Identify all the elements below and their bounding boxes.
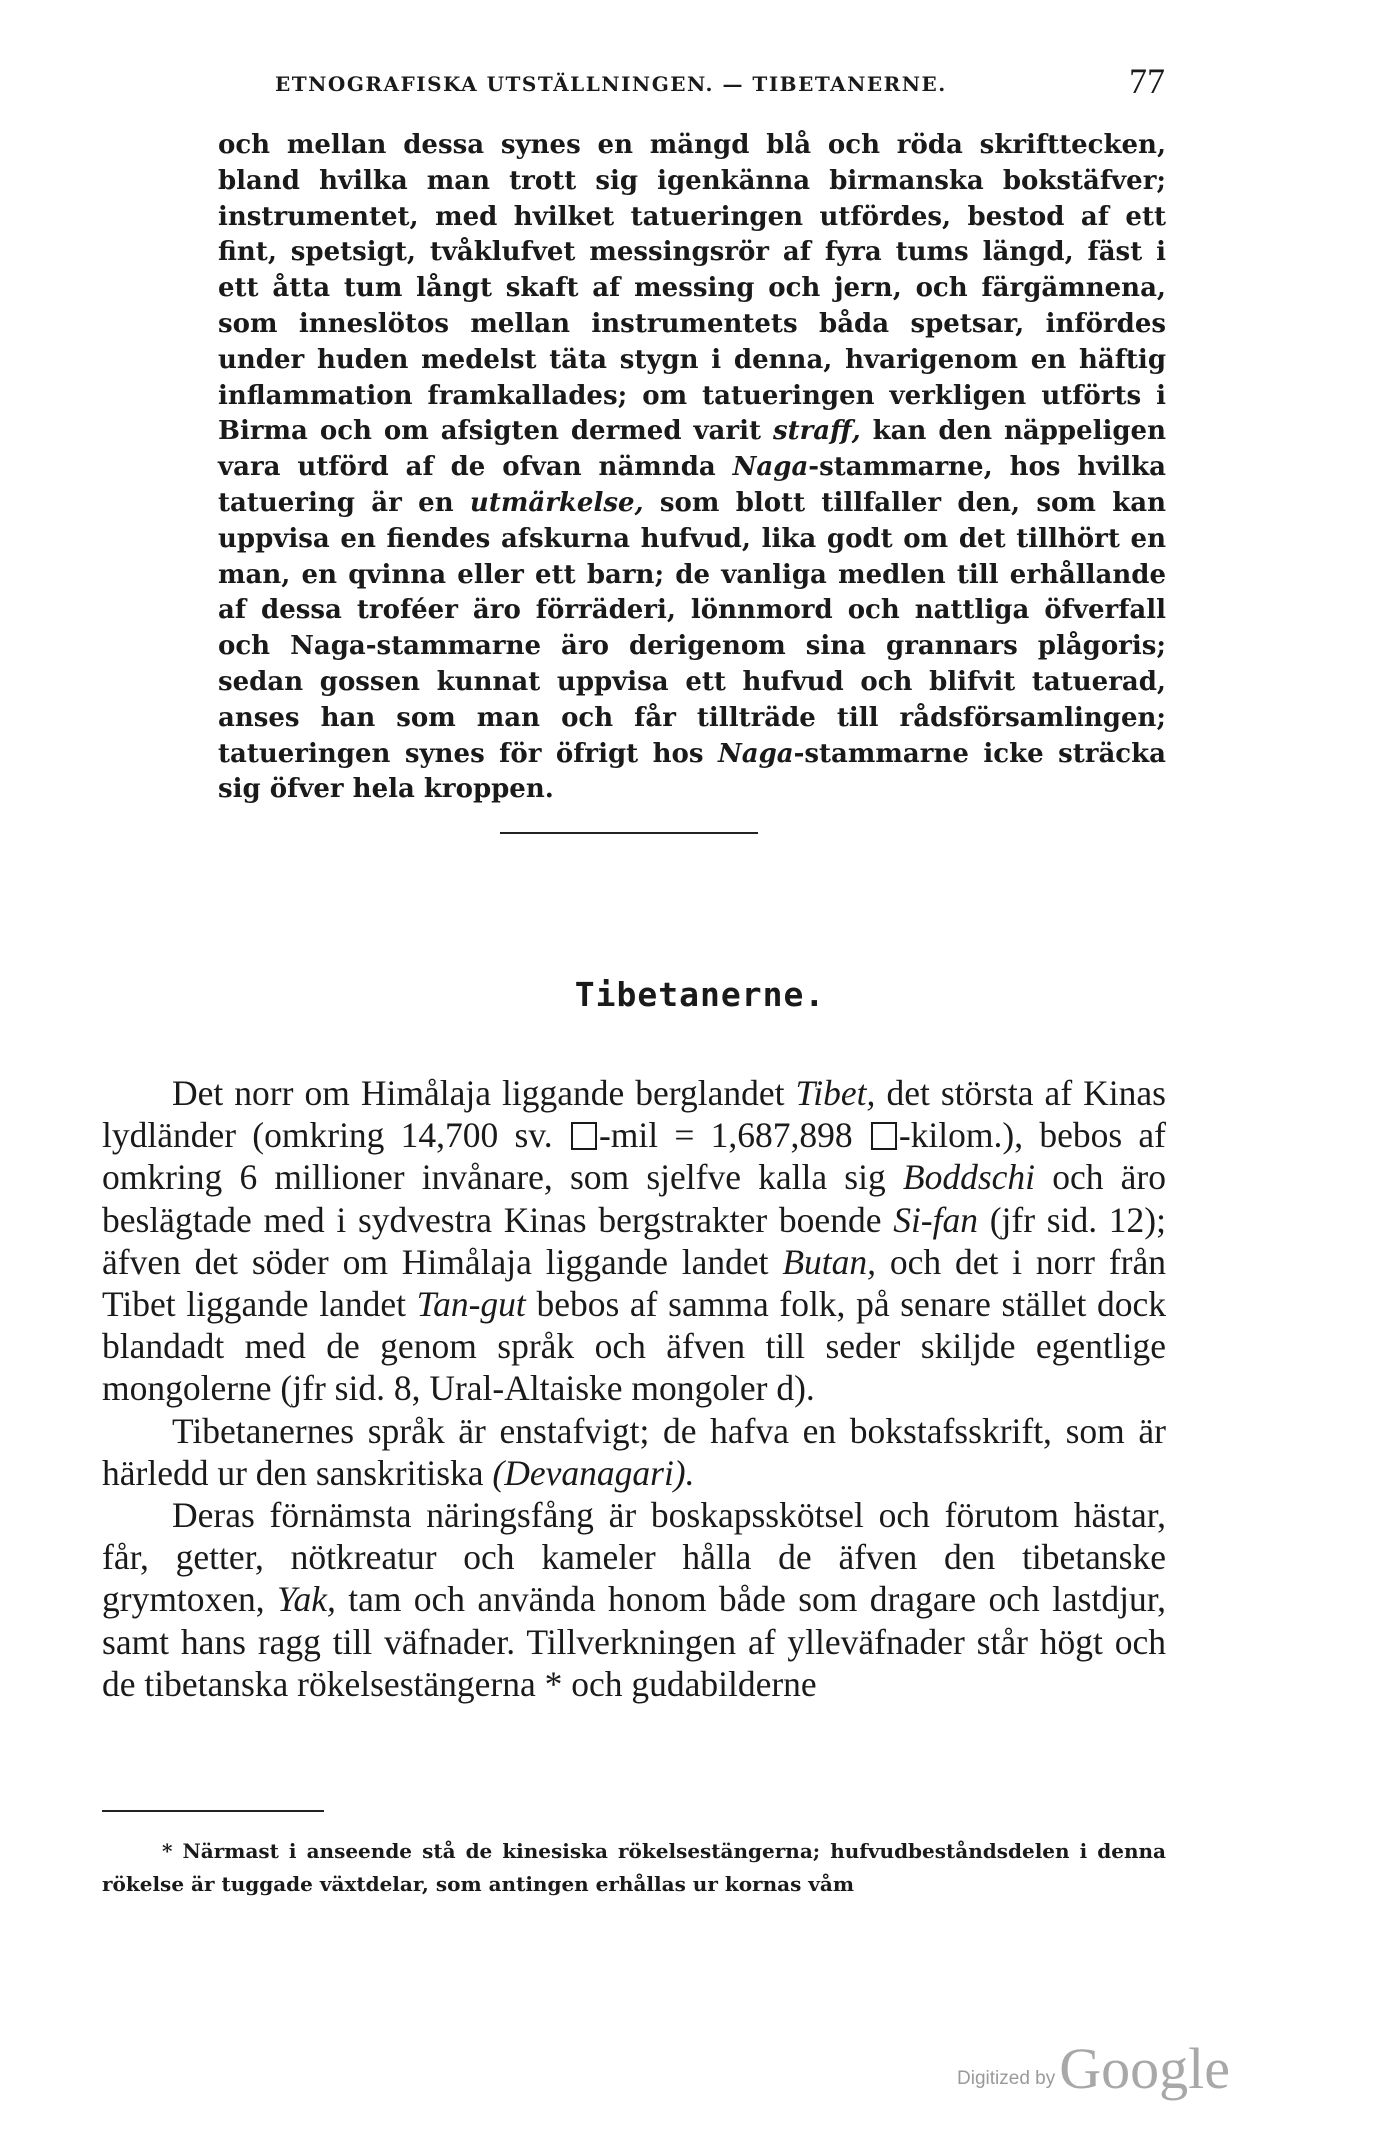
italic-term: Naga [732,452,809,483]
watermark-caption: Digitized by [957,2068,1056,2089]
footnote-text: * Närmast i anseende stå de kinesiska rökelsestängerna; hufvudbeståndsdelen i denna rökelse är tuggade växtdelar, som antingen erhållas ur kornas våm [102,1839,1166,1896]
text-run: bebos af samma folk, på senare stället dock blandadt med de genom språk och äfven till seder skiljde egentlige mongolerne (jfr sid. 8, Ural-Altaiske mongoler d). [102,1284,1167,1409]
text-run: Det norr om Himålaja liggande berglandet [172,1073,796,1113]
text-run: -mil = 1,687,898 [598,1115,869,1156]
main-text [102,1072,1166,1705]
paragraph-language [102,1410,1166,1494]
italic-term: Tibet, [795,1073,876,1113]
running-head-title: ETNOGRAFISKA UTSTÄLLNINGEN. — TIBETANERNE. [275,72,947,96]
italic-term: (Devanagari). [492,1452,695,1493]
continued-paragraph [218,128,1166,808]
text-run: som blott tillfaller den, som kan uppvisa en fiendes afskurna hufvud, lika godt om det tillhört en man, en qvinna eller ett barn; de vanliga medlen till erhållande af dessa troféer äro förräderi, lönnmord och nattliga öfverfall och Naga-stammarne äro derigenom sina grannars plågoris; sedan gossen kunnat uppvisa ett hufvud och blifvit tatuerad, anses han som man och får tillträde till rådsförsamlingen; tatueringen synes för öfrigt hos [218,487,1166,769]
text-run: det största af Kinas lydländer (omkring 14,700 sv. [102,1073,1166,1156]
text-run: -kilom.), bebos af omkring 6 millioner invånare, som sjelfve kalla sig [102,1115,1166,1198]
italic-term: Si-fan [893,1199,978,1240]
google-logo: Google [1059,2036,1230,2101]
footnote [102,1835,1166,1901]
italic-term: straff, [772,416,861,447]
text-run: -stammarne, hos hvilka tatuering är en [218,452,1166,518]
text-run: och äro beslägtade med i sydvestra Kinas bergstrakter boende [102,1157,1166,1240]
square-unit-icon [571,1122,597,1150]
text-run: tam och använda honom både som dragare och lastdjur, samt hans ragg till väfnader. Tillverkningen af ylleväfnader står högt och de tibetanska rökelsestängerna * och gudabilderne [102,1579,1166,1704]
text-run: Tibetanernes språk är enstafvigt; de hafva en bokstafsskrift, som är härledd ur den sanskritiska [102,1410,1166,1493]
text-run: (jfr sid. 12); äfven det söder om Himålaja liggande landet [102,1199,1166,1282]
paragraph-livelihood [102,1494,1166,1705]
italic-term: Naga [717,738,794,769]
text-run: Deras förnämsta näringsfång är boskapsskötsel och förutom hästar, får, getter, nötkreatur och kameler hålla de äfven den tibetanske grymtoxen, [102,1495,1166,1620]
italic-term: Butan, [782,1241,877,1282]
square-unit-icon [871,1122,897,1150]
footnote-rule [102,1810,324,1812]
italic-term: Boddschi [902,1157,1036,1198]
italic-term: Tan-gut [416,1284,526,1325]
text-run: kan den näppeligen vara utförd af de ofvan nämnda [218,416,1166,483]
digitized-watermark [957,2035,1230,2101]
italic-term: utmärkelse, [469,487,644,518]
page-number: 77 [1129,61,1165,101]
italic-term: Yak, [277,1579,336,1620]
section-heading: Tibetanerne. [574,975,826,1014]
text-run: och mellan dessa synes en mängd blå och röda skrifttecken, bland hvilka man trott sig igenkänna birmanska bokstäfver; instrumentet, med hvilket tatueringen utfördes, bestod af ett fint, spetsigt, tvåklufvet messingsrör af fyra tums längd, fäst i ett åtta tum långt skaft af messing och jern, och färgämnena, som inneslötos mellan instrumentets båda spetsar, infördes under huden medelst täta stygn i denna, hvarigenom en häftig inflammation framkallades; om tatueringen verkligen utförts i Birma och om afsigten dermed varit [218,130,1166,447]
running-head [225,60,1165,110]
text-run: -stammarne icke sträcka sig öfver hela kroppen. [218,738,1166,805]
section-divider [500,832,758,834]
text-run: och det i norr från Tibet liggande landet [102,1241,1166,1325]
paragraph-tibet [102,1072,1166,1410]
